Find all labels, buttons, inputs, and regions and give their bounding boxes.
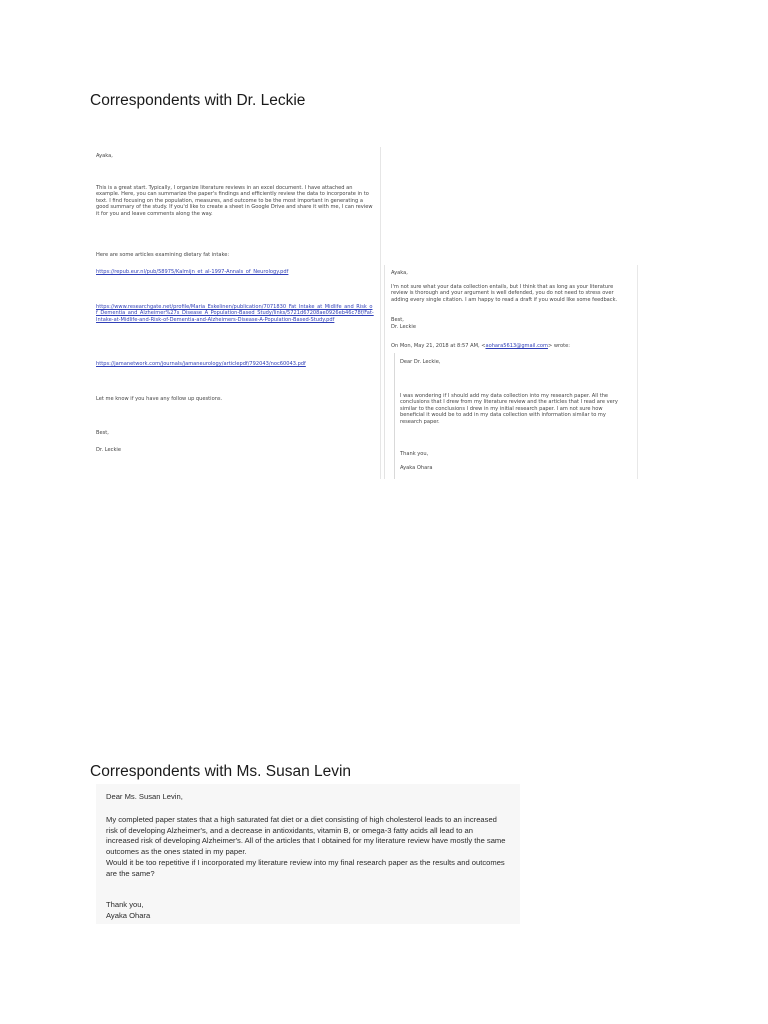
email-body: I'm not sure what your data collection entails, but I think that as long as your literature review is thorough and your argument is well defended, you do not need to stress over adding every single citation. I am happy to read a draft if you would like some feedback.	[391, 284, 618, 303]
email-followup: Let me know if you have any follow up questions.	[96, 396, 223, 402]
email-body-paragraph-1: My completed paper states that a high saturated fat diet or a diet consisting of high cholesterol leads to an increased risk of developing Alzheimer's, and a decrease in antioxidants, vitamin B, or omega-3 fatty acids all lead to an increased risk of developing Alzheimer's. All of the articles that I obtained for my literature review have mostly the same outcomes as the ones stated in my paper.	[106, 815, 506, 857]
quoted-message	[394, 353, 633, 479]
email-signoff: Best,	[391, 317, 404, 323]
email-screenshot-levin	[96, 784, 520, 924]
email-greeting: Ayaka,	[96, 153, 113, 159]
quoted-greeting: Dear Dr. Leckie,	[400, 359, 441, 365]
article-link-2[interactable]: https://www.researchgate.net/profile/Maria_Eskelinen/publication/7071830_Fat_Intake_at_Midlife_and_Risk_of_Dementia_and_Alzheimer%27s_Disease_A_Population-Based_Study/links/5721d67208ae0926eb46c78f/Fat-Intake-at-Midlife-and-Risk-of-Dementia-and-Alzheimers-Disease-A-Population-Based-Study.pdf	[96, 304, 374, 323]
email-name: Ayaka Ohara	[106, 911, 151, 920]
email-intro: Here are some articles examining dietary fat intake:	[96, 252, 230, 258]
quoted-body: I was wondering if I should add my data collection into my research paper. All the conclusions that I drew from my literature review and the articles that I read are very similar to the conclusions I drew in my initial research paper. I am not sure how beneficial it would be to add in my data collection with information similar to my research paper.	[400, 393, 618, 425]
email-body: This is a great start. Typically, I organize literature reviews in an excel document. I have attached an example. Here, you can summarize the paper's findings and efficiently review the data to incorporate in to text. I find focusing on the population, measures, and outcome to be the most important in generating a good summary of the study. If you'd like to create a sheet in Google Drive and share it with me, I can review it for you and leave comments along the way.	[96, 185, 373, 217]
email-screenshot-leckie-1	[94, 147, 381, 479]
email-thanks: Thank you,	[106, 900, 144, 909]
email-signoff: Best,	[96, 430, 109, 436]
email-screenshot-leckie-2	[384, 265, 638, 479]
quoted-header-suffix: > wrote:	[547, 343, 570, 349]
quoted-name: Ayaka Ohara	[400, 465, 433, 471]
quoted-header	[391, 343, 627, 349]
email-greeting: Dear Ms. Susan Levin,	[106, 792, 183, 801]
email-greeting: Ayaka,	[391, 270, 408, 276]
section-heading-leckie: Correspondents with Dr. Leckie	[90, 92, 306, 109]
quoted-thanks: Thank you,	[400, 451, 429, 457]
quoted-header-prefix: On Mon, May 21, 2018 at 8:57 AM, <	[391, 343, 486, 349]
article-link-3[interactable]: https://jamanetwork.com/journals/jamaneurology/articlepdf/792043/noc60043.pdf	[96, 361, 306, 367]
email-signature: Dr. Leckie	[391, 324, 416, 330]
sender-email-link[interactable]: aohara5613@gmail.com	[485, 343, 548, 349]
article-link-1[interactable]: https://repub.eur.nl/pub/58975/Kalmijn_et_al-1997-Annals_of_Neurology.pdf	[96, 269, 289, 275]
email-body-paragraph-2: Would it be too repetitive if I incorporated my literature review into my final research paper as the results and outcomes are the same?	[106, 858, 505, 878]
section-heading-levin: Correspondents with Ms. Susan Levin	[90, 763, 352, 780]
email-signature: Dr. Leckie	[96, 447, 121, 453]
